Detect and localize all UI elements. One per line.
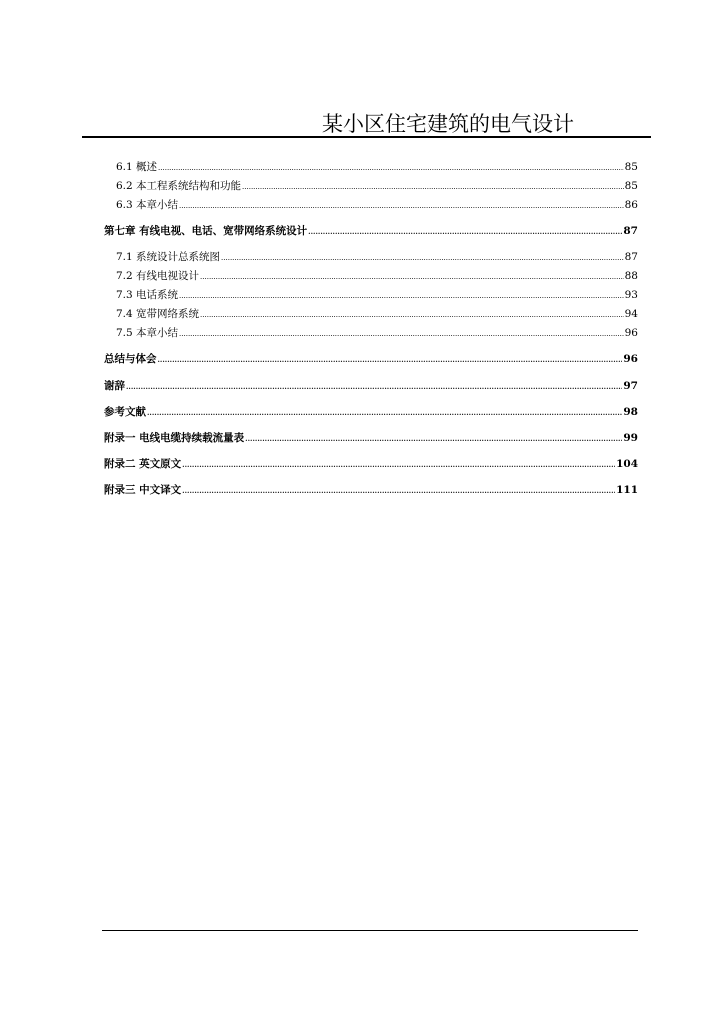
toc-entry-page: 85: [624, 161, 638, 173]
toc-entry-label: 6.1 概述: [116, 161, 158, 173]
toc-entry-label: 7.4 宽带网络系统: [116, 308, 200, 320]
toc-entry[interactable]: [104, 352, 638, 367]
toc-entry[interactable]: [116, 179, 638, 194]
toc-entry[interactable]: [104, 379, 638, 394]
toc-entry[interactable]: [116, 250, 638, 265]
toc-entry[interactable]: [116, 269, 638, 284]
toc-entry[interactable]: [104, 224, 638, 239]
toc-entry-label: 6.2 本工程系统结构和功能: [116, 180, 242, 192]
toc-entry[interactable]: [104, 431, 638, 446]
toc-dot-leader: [158, 160, 624, 175]
toc-dot-leader: [179, 198, 624, 213]
toc-entry-label: 6.3 本章小结: [116, 199, 179, 211]
toc-dot-leader: [200, 307, 624, 322]
toc-entry[interactable]: [116, 288, 638, 303]
toc-entry-label: 参考文献: [104, 406, 146, 418]
toc-entry-page: 104: [616, 458, 638, 470]
toc-entry-page: 98: [623, 406, 638, 418]
toc-entry-label: 谢辞: [104, 380, 125, 392]
toc-entry-page: 99: [623, 432, 638, 444]
toc-entry-page: 94: [624, 308, 638, 320]
toc-entry-label: 总结与体会: [104, 353, 157, 365]
toc-entry-page: 96: [624, 327, 638, 339]
footer-divider: [102, 930, 638, 931]
toc-entry-page: 97: [623, 380, 638, 392]
toc-dot-leader: [182, 483, 615, 498]
toc-entry-label: 附录一 电线电缆持续载流量表: [104, 432, 245, 444]
toc-entry-page: 85: [624, 180, 638, 192]
toc-dot-leader: [147, 405, 622, 420]
toc-dot-leader: [245, 431, 622, 446]
toc-dot-leader: [242, 179, 624, 194]
toc-entry-label: 附录二 英文原文: [104, 458, 182, 470]
toc-dot-leader: [221, 250, 624, 265]
toc-entry[interactable]: [116, 307, 638, 322]
toc-entry[interactable]: [116, 160, 638, 175]
header-divider: [82, 136, 651, 138]
toc-entry-label: 附录三 中文译文: [104, 484, 182, 496]
toc-entry-label: 7.2 有线电视设计: [116, 270, 200, 282]
toc-dot-leader: [308, 224, 622, 239]
toc-entry[interactable]: [104, 405, 638, 420]
document-header-title: 某小区住宅建筑的电气设计: [322, 112, 574, 136]
toc-entry-label: 7.5 本章小结: [116, 327, 179, 339]
toc-entry[interactable]: [104, 483, 638, 498]
toc-dot-leader: [182, 457, 615, 472]
toc-entry[interactable]: [116, 198, 638, 213]
toc-entry-page: 88: [624, 270, 638, 282]
toc-entry-label: 7.3 电话系统: [116, 289, 179, 301]
toc-entry-label: 第七章 有线电视、电话、宽带网络系统设计: [104, 225, 308, 237]
toc-dot-leader: [126, 379, 622, 394]
toc-entry-page: 86: [624, 199, 638, 211]
toc-dot-leader: [158, 352, 623, 367]
toc-dot-leader: [179, 326, 624, 341]
toc-dot-leader: [200, 269, 624, 284]
toc-entry-page: 111: [616, 484, 638, 496]
toc-entry[interactable]: [116, 326, 638, 341]
toc-entry-page: 87: [624, 251, 638, 263]
toc-dot-leader: [179, 288, 624, 303]
toc-entry-page: 93: [624, 289, 638, 301]
toc-entry[interactable]: [104, 457, 638, 472]
toc-entry-page: 96: [623, 353, 638, 365]
toc-entry-page: 87: [623, 225, 638, 237]
toc-entry-label: 7.1 系统设计总系统图: [116, 251, 221, 263]
